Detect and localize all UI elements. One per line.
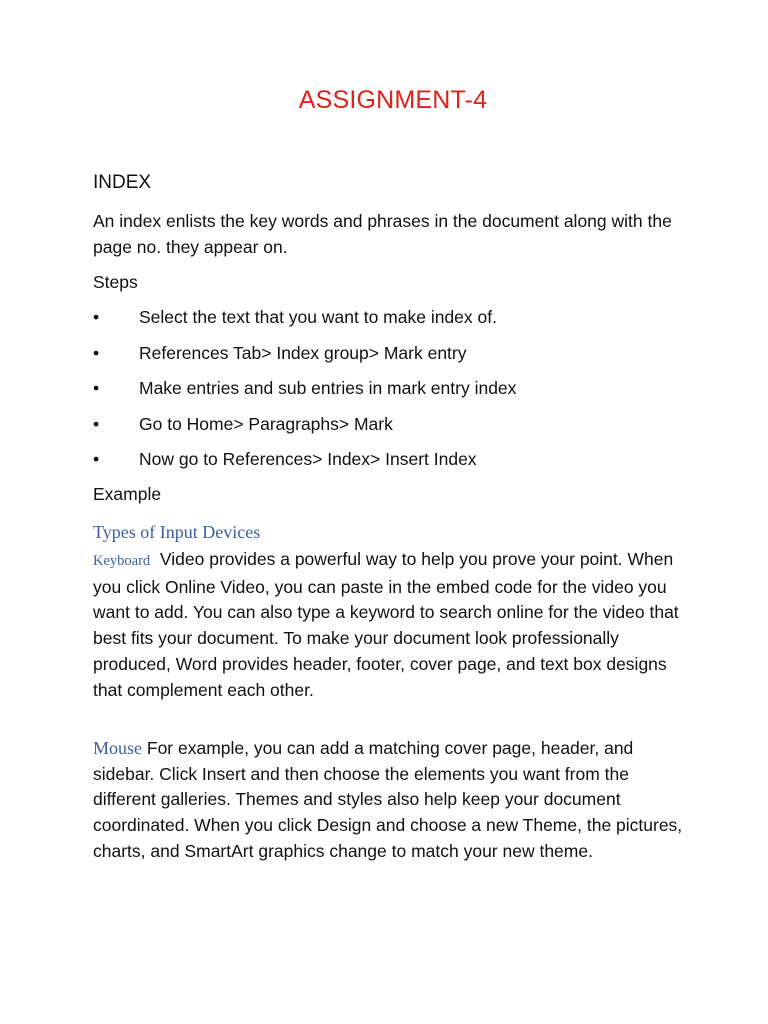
subheading-input-devices: Types of Input Devices bbox=[93, 522, 261, 542]
step-text: References Tab> Index group> Mark entry bbox=[139, 342, 467, 363]
step-text: Now go to References> Index> Insert Index bbox=[139, 449, 477, 469]
mouse-label: Mouse bbox=[93, 738, 142, 758]
document-title: ASSIGNMENT-4 bbox=[298, 86, 488, 114]
intro-paragraph: An index enlists the key words and phrases in the document along with the page no. they appear on. bbox=[93, 211, 672, 257]
list-item bbox=[93, 412, 688, 448]
step-text: Select the text that you want to make index of. bbox=[139, 307, 497, 327]
keyboard-paragraph bbox=[93, 547, 688, 703]
mouse-paragraph bbox=[93, 736, 688, 865]
mouse-text: For example, you can add a matching cover page, header, and sidebar. Click Insert and then choose the elements you want from the different galleries. Themes and styles also help keep your document coordinated. When you click Design and choose a new Theme, the pictures, charts, and SmartArt graphics change to match your new theme. bbox=[93, 738, 683, 861]
list-item bbox=[93, 376, 688, 412]
section-heading-index: INDEX bbox=[93, 172, 152, 193]
steps-list bbox=[93, 305, 688, 483]
bullet-icon: • bbox=[93, 307, 100, 327]
list-item bbox=[93, 341, 688, 377]
list-item bbox=[93, 447, 688, 483]
example-label: Example bbox=[93, 484, 162, 504]
step-text: Make entries and sub entries in mark entry index bbox=[139, 378, 517, 398]
keyboard-text: Video provides a powerful way to help you prove your point. When you click Online Video, you can paste in the embed code for the video you want to add. You can also type a keyword to search online for the video that best fits your document. To make your document look professionally produced, Word provides header, footer, cover page, and text box designs that complement each other. bbox=[93, 549, 679, 700]
bullet-icon: • bbox=[93, 378, 100, 398]
steps-label: Steps bbox=[93, 272, 138, 292]
bullet-icon: • bbox=[93, 413, 100, 434]
step-text: Go to Home> Paragraphs> Mark bbox=[139, 413, 393, 434]
list-item bbox=[93, 305, 688, 341]
keyboard-label: Keyboard bbox=[93, 553, 151, 569]
bullet-icon: • bbox=[93, 449, 100, 469]
bullet-icon: • bbox=[93, 342, 100, 363]
